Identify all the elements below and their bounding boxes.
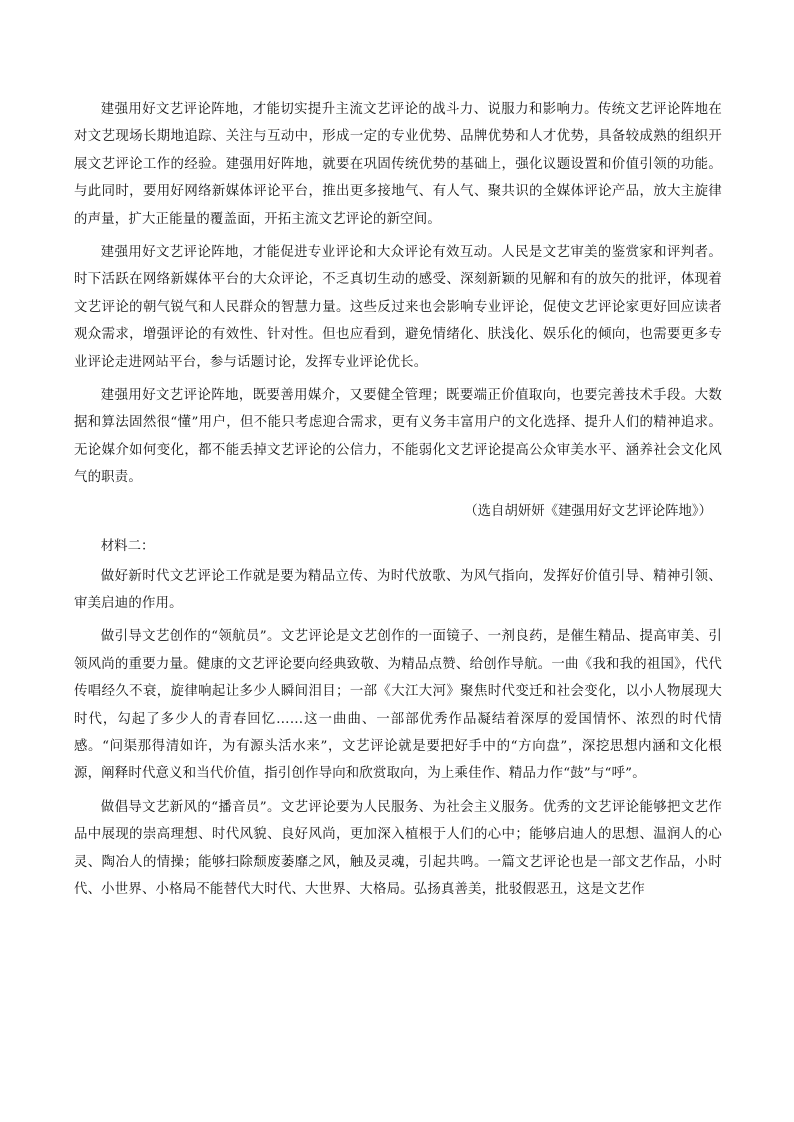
paragraph-3: 建强用好文艺评论阵地，既要善用媒介，又要健全管理；既要端正价值取向，也要完善技术手段。大数据和算法固然很“懂”用户，但不能只考虑迎合需求，更有义务丰富用户的文化选择、提升人们的精神追求。无论媒介如何变化，都不能丢掉文艺评论的公信力，不能弱化文艺评论提高公众审美水平、涵养社会文化风气的职责。 (74, 388, 722, 486)
source-citation: （选自胡妍妍《建强用好文艺评论阵地》） (464, 503, 712, 519)
paragraph-4: 做好新时代文艺评论工作就是要为精品立传、为时代放歌、为风气指向，发挥好价值引导、精神引领、审美启迪的作用。 (74, 568, 722, 611)
paragraph-5: 做引导文艺创作的“领航员”。文艺评论是文艺创作的一面镜子、一剂良药，是催生精品、提高审美、引领风尚的重要力量。健康的文艺评论要向经典致敬、为精品点赞、给创作导航。一曲《我和我的祖国》，代代传唱经久不衰，旋律响起让多少人瞬间泪目；一部《大江大河》聚焦时代变迁和社会变化，以小人物展现大时代，勾起了多少人的青春回忆……这一曲曲、一部部优秀作品凝结着深厚的爱国情怀、浓烈的时代情感。“问渠那得清如许，为有源头活水来”，文艺评论就是要把好手中的“方向盘”，深挖思想内涵和文化根源，阐释时代意义和当代价值，指引创作导向和欣赏取向，为上乘佳作、精品力作“鼓”与“呼”。 (74, 629, 722, 782)
paragraph-2: 建强用好文艺评论阵地，才能促进专业评论和大众评论有效互动。人民是文艺审美的鉴赏家和评判者。时下活跃在网络新媒体平台的大众评论，不乏真切生动的感受、深刻新颖的见解和有的放矢的批评，体现着文艺评论的朝气锐气和人民群众的智慧力量。这些反过来也会影响专业评论，促使文艺评论家更好回应读者观众需求，增强评论的有效性、针对性。但也应看到，避免情绪化、肤浅化、娱乐化的倾向，也需要更多专业评论走进网站平台，参与话题讨论，发挥专业评论优长。 (74, 245, 722, 370)
paragraph-1: 建强用好文艺评论阵地，才能切实提升主流文艺评论的战斗力、说服力和影响力。传统文艺评论阵地在对文艺现场长期地追踪、关注与互动中，形成一定的专业优势、品牌优势和人才优势，具备较成熟的组织开展文艺评论工作的经验。建强用好阵地，就要在巩固传统优势的基础上，强化议题设置和价值引领的功能。与此同时，要用好网络新媒体评论平台，推出更多接地气、有人气、聚共识的全媒体评论产品，放大主旋律的声量，扩大正能量的覆盖面，开拓主流文艺评论的新空间。 (74, 102, 722, 227)
document-body (74, 96, 722, 909)
paragraph-6: 做倡导文艺新风的“播音员”。文艺评论要为人民服务、为社会主义服务。优秀的文艺评论能够把文艺作品中展现的崇高理想、时代风貌、良好风尚，更加深入植根于人们的心中；能够启迪人的思想、温润人的心灵、陶冶人的情操；能够扫除颓废萎靡之风，触及灵魂，引起共鸣。一篇文艺评论也是一部文艺作品，小时代、小世界、小格局不能替代大时代、大世界、大格局。弘扬真善美，批驳假恶丑，这是文艺作 (74, 799, 722, 897)
material-two-label: 材料二： (100, 539, 155, 555)
